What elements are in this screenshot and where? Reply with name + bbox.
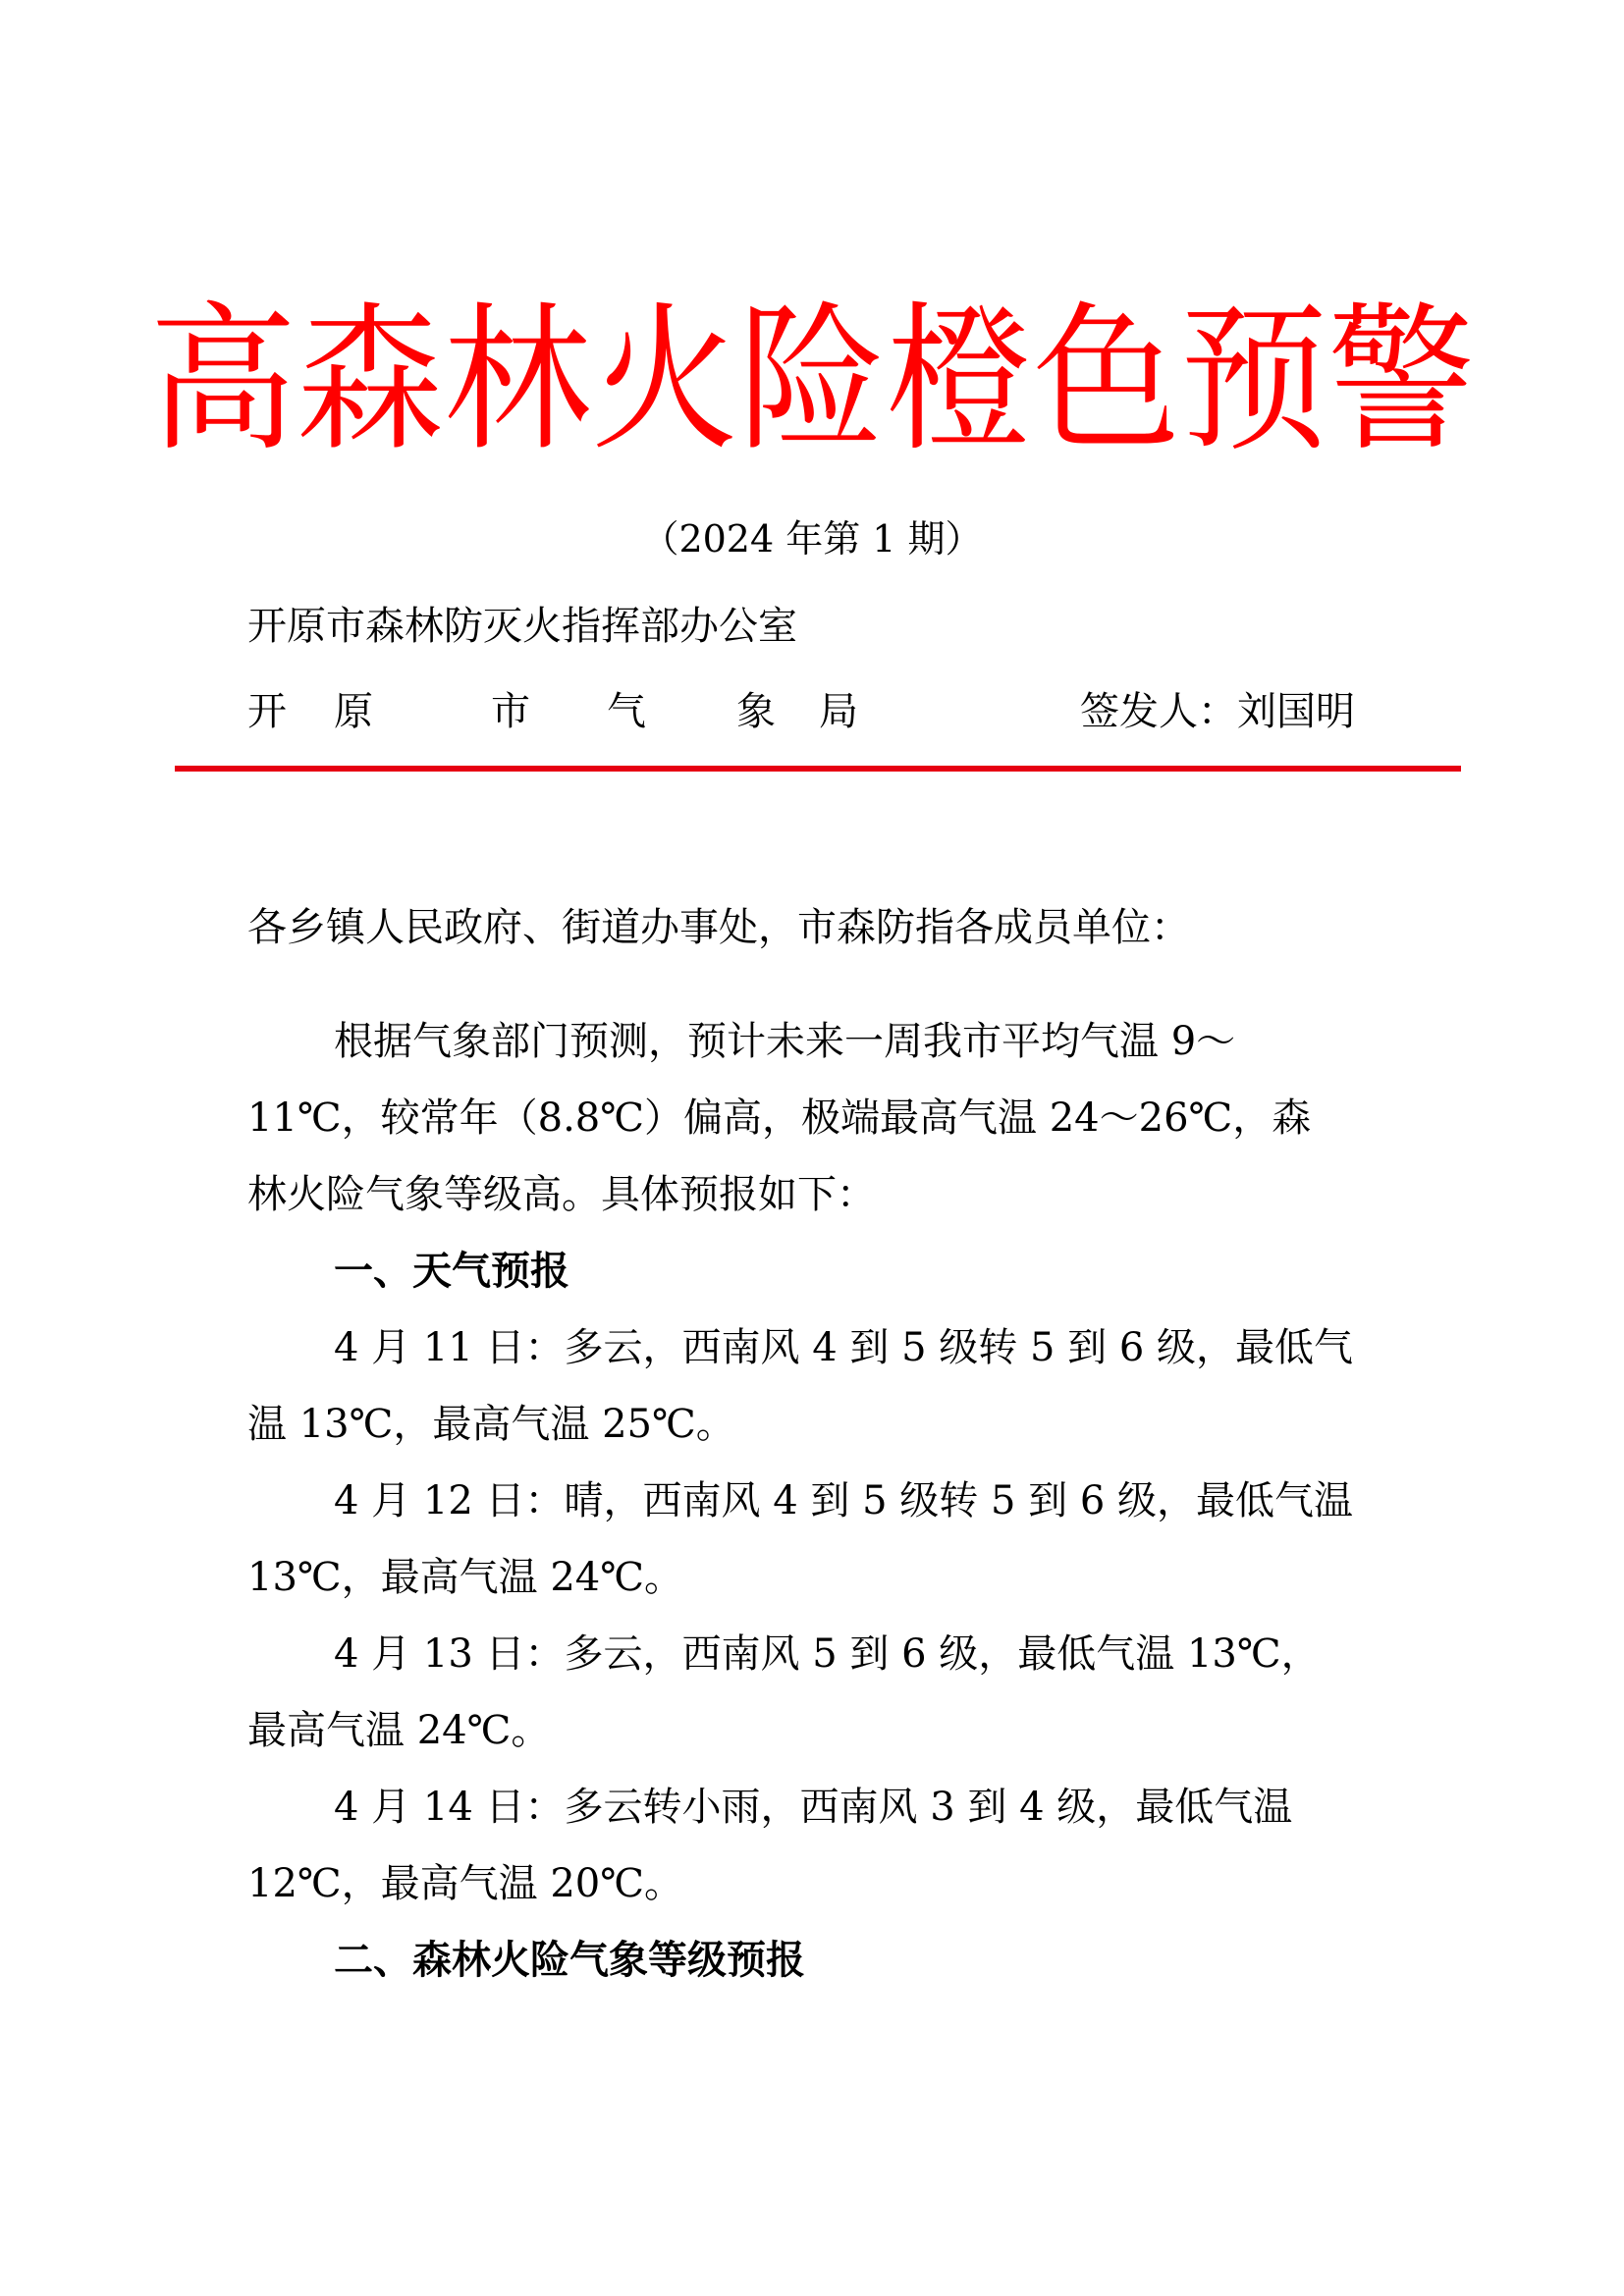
document-title: 高森林火险橙色预警 [148, 289, 1475, 473]
forecast-line: 4 月 12 日：晴，西南风 4 到 5 级转 5 到 6 级，最低气温 [334, 1478, 1354, 1523]
bureau-char: 象 [736, 689, 776, 734]
forecast-line: 12℃，最高气温 20℃。 [247, 1861, 684, 1906]
forecast-line: 最高气温 24℃。 [247, 1708, 551, 1753]
issuing-office: 开原市森林防灭火指挥部办公室 [247, 604, 797, 649]
section-heading-weather: 一、天气预报 [334, 1249, 569, 1294]
bureau-char: 市 [491, 689, 530, 734]
intro-line: 林火险气象等级高。具体预报如下： [247, 1172, 876, 1217]
forecast-line: 温 13℃，最高气温 25℃。 [247, 1402, 735, 1447]
bureau-char: 局 [819, 689, 858, 734]
forecast-line: 4 月 14 日：多云转小雨，西南风 3 到 4 级，最低气温 [334, 1785, 1293, 1830]
intro-line: 根据气象部门预测，预计未来一周我市平均气温 9～ [334, 1019, 1236, 1064]
bureau-char: 原 [334, 689, 373, 734]
signer: 签发人：刘国明 [1080, 689, 1355, 734]
forecast-line: 13℃，最高气温 24℃。 [247, 1555, 684, 1600]
section-heading-fire-risk: 二、森林火险气象等级预报 [334, 1938, 805, 1983]
bureau-char: 气 [607, 689, 646, 734]
salutation: 各乡镇人民政府、街道办事处，市森防指各成员单位： [247, 905, 1190, 950]
issue-number: （2024 年第 1 期） [641, 517, 983, 561]
forecast-line: 4 月 13 日：多云，西南风 5 到 6 级，最低气温 13℃， [334, 1631, 1321, 1677]
forecast-line: 4 月 11 日：多云，西南风 4 到 5 级转 5 到 6 级，最低气 [334, 1325, 1354, 1370]
red-divider-rule [175, 766, 1461, 772]
bureau-char: 开 [247, 689, 287, 734]
intro-line: 11℃，较常年（8.8℃）偏高，极端最高气温 24～26℃，森 [247, 1095, 1312, 1141]
